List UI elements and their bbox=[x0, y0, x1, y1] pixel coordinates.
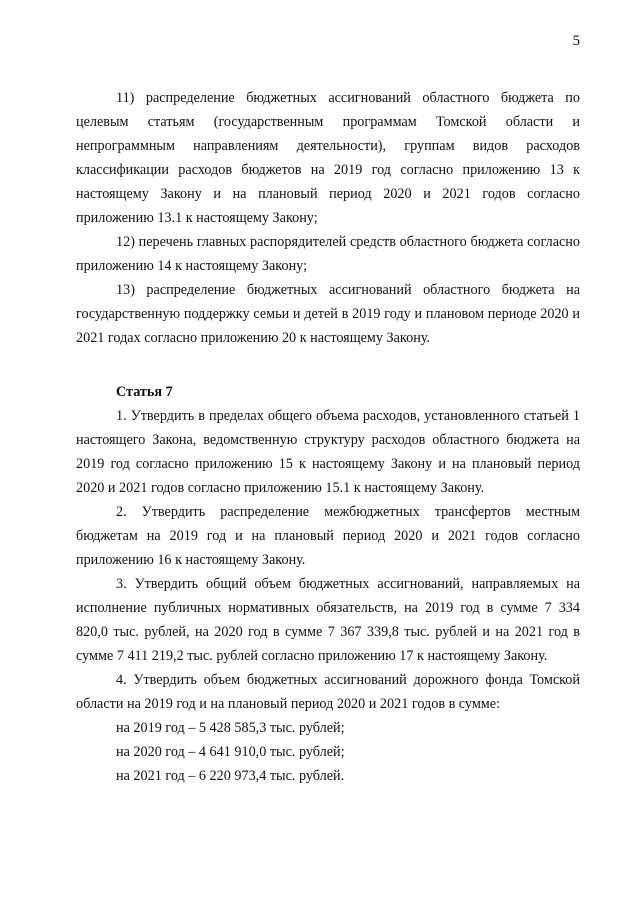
article-title: Статья 7 bbox=[116, 384, 173, 400]
amount-2019: на 2019 год – 5 428 585,3 тыс. рублей; bbox=[116, 720, 345, 736]
article-paragraph-2: 2. Утвердить распределение межбюджетных трансфертов местным бюджетам на 2019 год и на плановый период 2020 и 2021 годов согласно приложению 16 к настоящему Закону. bbox=[76, 504, 580, 568]
document-body bbox=[76, 86, 580, 788]
amount-2020: на 2020 год – 4 641 910,0 тыс. рублей; bbox=[116, 744, 345, 760]
article-paragraph-3: 3. Утвердить общий объем бюджетных ассигнований, направляемых на исполнение публичных нормативных обязательств, на 2019 год в сумме 7 334 820,0 тыс. рублей, на 2020 год в сумме 7 367 339,8 тыс. рублей и на 2021 год в сумме 7 411 219,2 тыс. рублей согласно приложению 17 к настоящему Закону. bbox=[76, 576, 580, 664]
article-paragraph-1: 1. Утвердить в пределах общего объема расходов, установленного статьей 1 настоящего Закона, ведомственную структуру расходов областного бюджета на 2019 год согласно приложению 15 к настоящему Закону и на плановый период 2020 и 2021 годов согласно приложению 15.1 к настоящему Закону. bbox=[76, 408, 580, 496]
page-number: 5 bbox=[572, 33, 580, 49]
amount-2021: на 2021 год – 6 220 973,4 тыс. рублей. bbox=[116, 768, 345, 784]
list-item-13: 13) распределение бюджетных ассигнований областного бюджета на государственную поддержку семьи и детей в 2019 году и плановом периоде 2020 и 2021 годах согласно приложению 20 к настоящему Закону. bbox=[76, 282, 580, 346]
list-item-12: 12) перечень главных распорядителей средств областного бюджета согласно приложению 14 к настоящему Закону; bbox=[76, 234, 580, 274]
list-item-11: 11) распределение бюджетных ассигнований областного бюджета по целевым статьям (государственным программам Томской области и непрограммным направлениям деятельности), группам видов расходов классификации расходов бюджетов на 2019 год согласно приложению 13 к настоящему Закону и на плановый период 2020 и 2021 годов согласно приложению 13.1 к настоящему Закону; bbox=[76, 90, 580, 226]
article-paragraph-4: 4. Утвердить объем бюджетных ассигнований дорожного фонда Томской области на 2019 год и на плановый период 2020 и 2021 годов в сумме: bbox=[76, 672, 580, 712]
